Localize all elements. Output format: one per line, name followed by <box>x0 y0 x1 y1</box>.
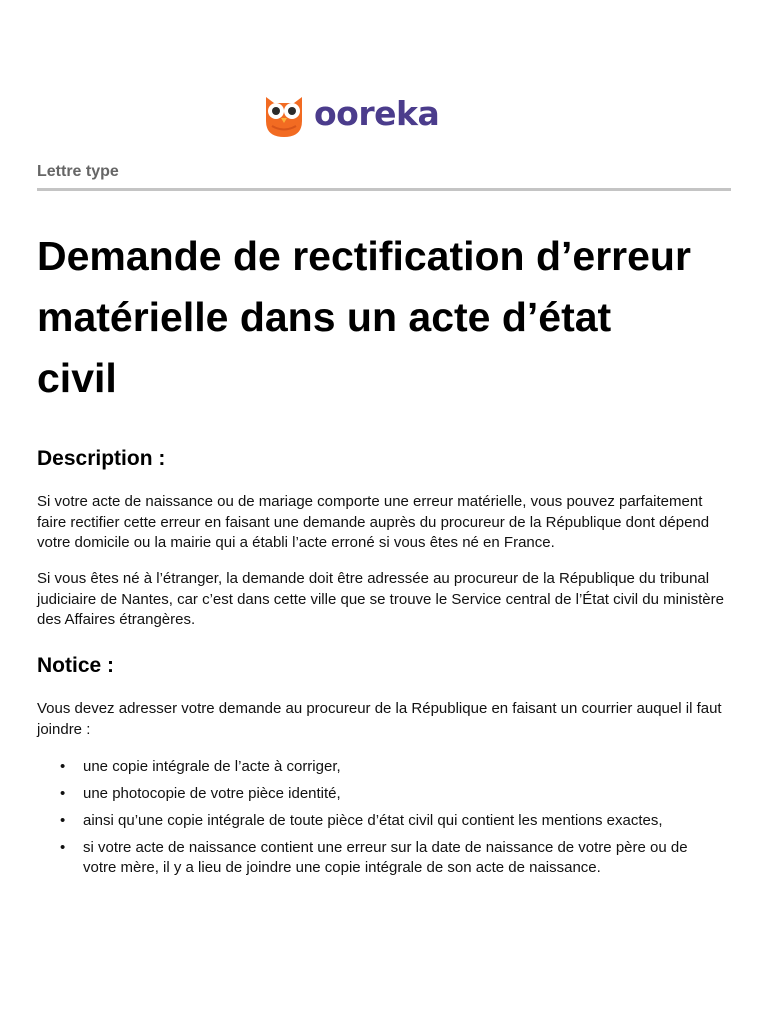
description-paragraph-1: Si votre acte de naissance ou de mariage comporte une erreur matérielle, vous pouvez parfaitement faire rectifier cette erreur en faisant une demande auprès du procureur de la République dont dépend votre domicile ou la mairie qui a établi l’acte erroné si vous êtes né en France. <box>37 493 710 551</box>
bullet-icon: • <box>60 785 66 802</box>
list-item-text: ainsi qu’une copie intégrale de toute pièce d’état civil qui contient les mentions exactes, <box>83 812 663 829</box>
attachments-list <box>37 757 731 885</box>
bullet-icon: • <box>60 839 66 856</box>
document-title: Demande de rectification d’erreur matérielle dans un acte d’état civil <box>37 233 691 401</box>
list-item <box>37 757 723 777</box>
list-item <box>37 784 723 804</box>
description-paragraph-2: Si vous êtes né à l’étranger, la demande doit être adressée au procureur de la République du tribunal judiciaire de Nantes, car c’est dans cette ville que se trouve le Service central de l’État civil du ministère des Affaires étrangères. <box>37 570 724 628</box>
list-item-text: une copie intégrale de l’acte à corriger, <box>83 758 341 775</box>
notice-intro: Vous devez adresser votre demande au procureur de la République en faisant un courrier auquel il faut joindre : <box>37 700 722 738</box>
ooreka-logo <box>262 90 439 140</box>
list-item <box>37 838 723 878</box>
document-type-label: Lettre type <box>37 163 119 180</box>
bullet-icon: • <box>60 812 66 829</box>
list-item <box>37 811 723 831</box>
list-item-text: si votre acte de naissance contient une erreur sur la date de naissance de votre père ou de votre mère, il y a lieu de joindre une copie intégrale de son acte de naissance. <box>83 839 688 876</box>
description-heading: Description : <box>37 447 166 470</box>
list-item-text: une photocopie de votre pièce identité, <box>83 785 341 802</box>
header-divider <box>37 188 731 191</box>
bullet-icon: • <box>60 758 66 775</box>
logo-wordmark: ooreka <box>314 93 440 133</box>
owl-icon <box>262 91 306 139</box>
notice-heading: Notice : <box>37 654 115 677</box>
